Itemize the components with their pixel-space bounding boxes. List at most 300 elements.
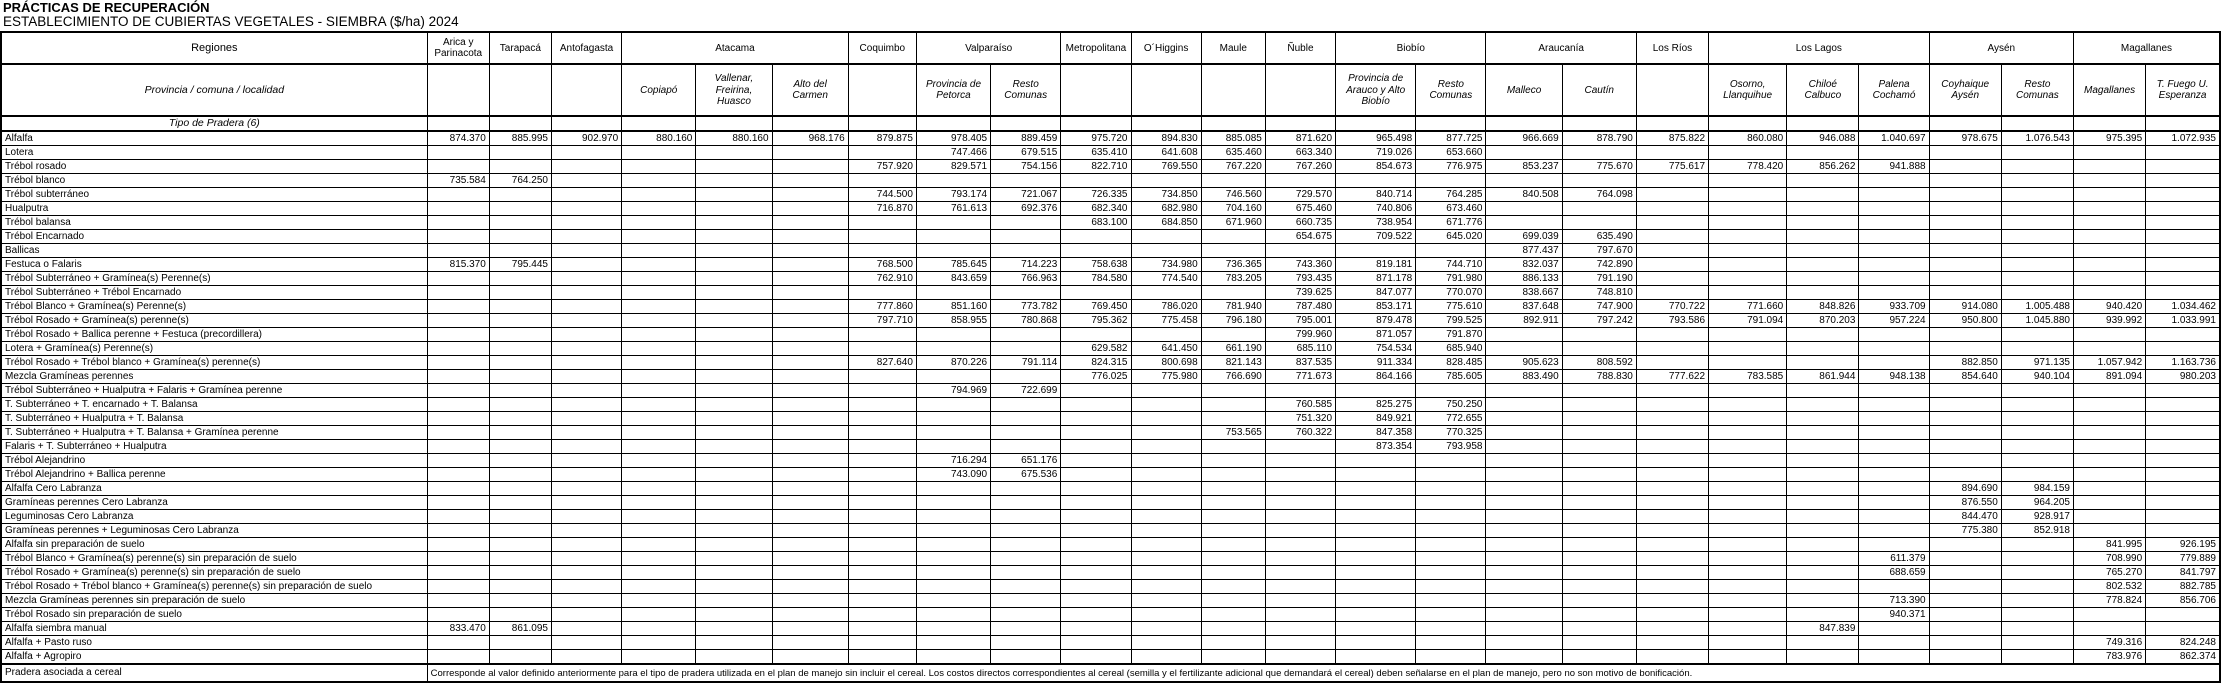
empty-cell [1061, 468, 1131, 482]
subregion-header [1636, 64, 1708, 116]
empty-cell [2001, 230, 2073, 244]
empty-cell [772, 636, 848, 650]
empty-cell [1265, 636, 1335, 650]
empty-cell [991, 216, 1061, 230]
empty-cell [427, 482, 489, 496]
table-row [1, 566, 2220, 580]
empty-cell [1636, 426, 1708, 440]
empty-cell [622, 594, 696, 608]
empty-cell [991, 370, 1061, 384]
empty-cell [1709, 426, 1787, 440]
table-row [1, 314, 2220, 328]
empty-cell [2001, 440, 2073, 454]
empty-cell [1787, 538, 1859, 552]
empty-cell [1787, 202, 1859, 216]
empty-cell [2146, 510, 2220, 524]
empty-cell [1131, 538, 1201, 552]
empty-cell [1061, 454, 1131, 468]
empty-cell [489, 566, 551, 580]
table-row [1, 426, 2220, 440]
empty-cell [1929, 454, 2001, 468]
empty-cell [1416, 566, 1486, 580]
empty-cell [1416, 608, 1486, 622]
empty-cell [2073, 412, 2145, 426]
subregion-header [489, 64, 551, 116]
value-cell: 788.830 [1562, 370, 1636, 384]
empty-cell [1201, 594, 1265, 608]
empty-cell [1131, 468, 1201, 482]
empty-cell [1201, 116, 1265, 131]
value-cell: 747.900 [1562, 300, 1636, 314]
empty-cell [1787, 636, 1859, 650]
empty-cell [622, 524, 696, 538]
empty-cell [916, 608, 990, 622]
title-block [0, 0, 2221, 30]
table-row [1, 188, 2220, 202]
empty-cell [427, 608, 489, 622]
empty-cell [991, 412, 1061, 426]
value-cell: 684.850 [1131, 216, 1201, 230]
value-cell: 980.203 [2146, 370, 2220, 384]
empty-cell [1416, 552, 1486, 566]
value-cell: 753.565 [1201, 426, 1265, 440]
empty-cell [916, 482, 990, 496]
value-cell: 768.500 [848, 258, 916, 272]
empty-cell [1636, 258, 1708, 272]
empty-cell [1562, 510, 1636, 524]
empty-cell [1636, 622, 1708, 636]
empty-cell [848, 398, 916, 412]
empty-cell [551, 496, 621, 510]
row-label: Trébol Rosado sin preparación de suelo [1, 608, 427, 622]
empty-cell [2001, 650, 2073, 665]
empty-cell [622, 454, 696, 468]
value-cell: 965.498 [1336, 131, 1416, 146]
empty-cell [551, 622, 621, 636]
empty-cell [1929, 468, 2001, 482]
row-label: Trébol Rosado + Gramínea(s) perenne(s) sin preparación de suelo [1, 566, 427, 580]
value-cell: 797.670 [1562, 244, 1636, 258]
empty-cell [622, 440, 696, 454]
empty-cell [848, 328, 916, 342]
empty-cell [1486, 202, 1562, 216]
empty-cell [551, 440, 621, 454]
empty-cell [772, 244, 848, 258]
empty-cell [622, 202, 696, 216]
empty-cell [551, 146, 621, 160]
value-cell: 713.390 [1859, 594, 1929, 608]
value-cell: 856.706 [2146, 594, 2220, 608]
empty-cell [1061, 566, 1131, 580]
empty-cell [1709, 510, 1787, 524]
value-cell: 928.917 [2001, 510, 2073, 524]
empty-cell [2146, 202, 2220, 216]
empty-cell [1416, 454, 1486, 468]
value-cell: 870.226 [916, 356, 990, 370]
empty-cell [848, 440, 916, 454]
empty-cell [1787, 286, 1859, 300]
empty-cell [2073, 244, 2145, 258]
empty-cell [1709, 384, 1787, 398]
empty-cell [1562, 440, 1636, 454]
empty-cell [1859, 202, 1929, 216]
empty-cell [1201, 398, 1265, 412]
row-label: Alfalfa + Agropiro [1, 650, 427, 665]
empty-cell [1131, 412, 1201, 426]
empty-cell [696, 384, 772, 398]
value-cell: 791.114 [991, 356, 1061, 370]
empty-cell [489, 440, 551, 454]
empty-cell [696, 650, 772, 665]
empty-cell [1562, 146, 1636, 160]
empty-cell [991, 426, 1061, 440]
empty-cell [1859, 482, 1929, 496]
empty-cell [622, 384, 696, 398]
empty-cell [848, 216, 916, 230]
empty-cell [1201, 230, 1265, 244]
empty-cell [489, 412, 551, 426]
value-cell: 894.830 [1131, 131, 1201, 146]
empty-cell [1562, 594, 1636, 608]
empty-cell [1416, 468, 1486, 482]
empty-cell [551, 300, 621, 314]
region-header: Metropolitana [1061, 32, 1131, 64]
value-cell: 853.237 [1486, 160, 1562, 174]
empty-cell [2001, 538, 2073, 552]
empty-cell [622, 496, 696, 510]
empty-cell [1636, 496, 1708, 510]
empty-cell [1486, 454, 1562, 468]
empty-cell [772, 230, 848, 244]
empty-cell [1486, 412, 1562, 426]
value-cell: 785.645 [916, 258, 990, 272]
empty-cell [696, 608, 772, 622]
empty-cell [489, 608, 551, 622]
empty-cell [1636, 146, 1708, 160]
empty-cell [1416, 510, 1486, 524]
empty-cell [551, 552, 621, 566]
value-cell: 747.466 [916, 146, 990, 160]
empty-cell [1709, 552, 1787, 566]
value-cell: 968.176 [772, 131, 848, 146]
empty-cell [1061, 230, 1131, 244]
value-cell: 758.638 [1061, 258, 1131, 272]
empty-cell [1636, 272, 1708, 286]
value-cell: 808.592 [1562, 356, 1636, 370]
empty-cell [2073, 188, 2145, 202]
empty-cell [1709, 524, 1787, 538]
empty-cell [489, 580, 551, 594]
empty-cell [1201, 636, 1265, 650]
empty-cell [1859, 244, 1929, 258]
empty-cell [427, 538, 489, 552]
value-cell: 840.714 [1336, 188, 1416, 202]
empty-cell [1709, 328, 1787, 342]
value-cell: 966.669 [1486, 131, 1562, 146]
empty-cell [1061, 116, 1131, 131]
empty-cell [622, 412, 696, 426]
empty-cell [427, 524, 489, 538]
value-cell: 791.980 [1416, 272, 1486, 286]
empty-cell [1787, 146, 1859, 160]
table-row [1, 650, 2220, 665]
subregion-header: Resto Comunas [2001, 64, 2073, 116]
empty-cell [2073, 454, 2145, 468]
subregion-header [1201, 64, 1265, 116]
empty-cell [622, 342, 696, 356]
empty-cell [551, 116, 621, 131]
empty-cell [1201, 454, 1265, 468]
value-cell: 766.690 [1201, 370, 1265, 384]
empty-cell [489, 398, 551, 412]
empty-cell [2146, 468, 2220, 482]
empty-cell [551, 636, 621, 650]
empty-cell [1201, 286, 1265, 300]
subregion-header: Resto Comunas [1416, 64, 1486, 116]
empty-cell [1336, 116, 1416, 131]
value-cell: 911.334 [1336, 356, 1416, 370]
empty-cell [772, 468, 848, 482]
empty-cell [1709, 230, 1787, 244]
empty-cell [1709, 496, 1787, 510]
empty-cell [772, 566, 848, 580]
empty-cell [551, 216, 621, 230]
empty-cell [1131, 426, 1201, 440]
empty-cell [1336, 454, 1416, 468]
value-cell: 800.698 [1131, 356, 1201, 370]
empty-cell [1131, 440, 1201, 454]
empty-cell [696, 300, 772, 314]
empty-cell [1131, 454, 1201, 468]
empty-cell [2001, 202, 2073, 216]
empty-cell [1061, 440, 1131, 454]
empty-cell [916, 244, 990, 258]
table-row [1, 454, 2220, 468]
empty-cell [1636, 510, 1708, 524]
value-cell: 877.437 [1486, 244, 1562, 258]
empty-cell [427, 384, 489, 398]
value-cell: 635.410 [1061, 146, 1131, 160]
row-label: Festuca o Falaris [1, 258, 427, 272]
empty-cell [2146, 146, 2220, 160]
value-cell: 743.360 [1265, 258, 1335, 272]
empty-cell [2073, 116, 2145, 131]
empty-cell [1787, 272, 1859, 286]
empty-cell [696, 496, 772, 510]
empty-cell [696, 622, 772, 636]
value-cell: 797.242 [1562, 314, 1636, 328]
empty-cell [1562, 342, 1636, 356]
row-label: Falaris + T. Subterráneo + Hualputra [1, 440, 427, 454]
value-cell: 780.868 [991, 314, 1061, 328]
footer-row [1, 664, 2220, 682]
empty-cell [2073, 468, 2145, 482]
empty-cell [916, 412, 990, 426]
row-label: T. Subterráneo + T. encarnado + T. Balansa [1, 398, 427, 412]
empty-cell [1929, 384, 2001, 398]
row-label: Trébol Subterráneo + Trébol Encarnado [1, 286, 427, 300]
empty-cell [1265, 510, 1335, 524]
empty-cell [1486, 342, 1562, 356]
empty-cell [1787, 356, 1859, 370]
region-header: Aysén [1929, 32, 2073, 64]
empty-cell [489, 538, 551, 552]
empty-cell [427, 272, 489, 286]
empty-cell [551, 580, 621, 594]
empty-cell [2001, 116, 2073, 131]
empty-cell [1131, 580, 1201, 594]
empty-cell [1709, 202, 1787, 216]
value-cell: 729.570 [1265, 188, 1335, 202]
value-cell: 735.584 [427, 174, 489, 188]
value-cell: 767.220 [1201, 160, 1265, 174]
row-label: Alfalfa sin preparación de suelo [1, 538, 427, 552]
empty-cell [696, 524, 772, 538]
empty-cell [696, 636, 772, 650]
row-label: Leguminosas Cero Labranza [1, 510, 427, 524]
empty-cell [1859, 384, 1929, 398]
value-cell: 783.976 [2073, 650, 2145, 665]
empty-cell [2146, 328, 2220, 342]
empty-cell [916, 286, 990, 300]
empty-cell [1709, 412, 1787, 426]
row-label: Trébol Subterráneo + Hualputra + Falaris + Gramínea perenne [1, 384, 427, 398]
empty-cell [1636, 454, 1708, 468]
empty-cell [2073, 496, 2145, 510]
value-cell: 1.005.488 [2001, 300, 2073, 314]
empty-cell [991, 496, 1061, 510]
row-label: Ballicas [1, 244, 427, 258]
empty-cell [1859, 496, 1929, 510]
empty-cell [772, 412, 848, 426]
empty-cell [1416, 636, 1486, 650]
empty-cell [551, 328, 621, 342]
empty-cell [1486, 650, 1562, 665]
table-row [1, 272, 2220, 286]
empty-cell [991, 510, 1061, 524]
value-cell: 822.710 [1061, 160, 1131, 174]
empty-cell [1131, 566, 1201, 580]
empty-cell [772, 580, 848, 594]
empty-cell [848, 286, 916, 300]
empty-cell [2146, 160, 2220, 174]
empty-cell [1929, 272, 2001, 286]
empty-cell [1061, 384, 1131, 398]
empty-cell [2146, 216, 2220, 230]
value-cell: 699.039 [1486, 230, 1562, 244]
empty-cell [1929, 636, 2001, 650]
empty-cell [1859, 510, 1929, 524]
value-cell: 905.623 [1486, 356, 1562, 370]
empty-cell [991, 580, 1061, 594]
row-label: Trébol Blanco + Gramínea(s) Perenne(s) [1, 300, 427, 314]
empty-cell [772, 174, 848, 188]
empty-cell [622, 160, 696, 174]
subregion-header: Vallenar, Freirina, Huasco [696, 64, 772, 116]
value-cell: 1.040.697 [1859, 131, 1929, 146]
value-cell: 787.480 [1265, 300, 1335, 314]
empty-cell [1636, 384, 1708, 398]
empty-cell [489, 370, 551, 384]
value-cell: 764.285 [1416, 188, 1486, 202]
value-cell: 688.659 [1859, 566, 1929, 580]
empty-cell [2001, 622, 2073, 636]
value-cell: 957.224 [1859, 314, 1929, 328]
value-cell: 946.088 [1787, 131, 1859, 146]
empty-cell [772, 594, 848, 608]
empty-cell [1265, 622, 1335, 636]
empty-cell [1562, 636, 1636, 650]
value-cell: 847.077 [1336, 286, 1416, 300]
footer-note: Corresponde al valor definido anteriormente para el tipo de pradera utilizada en el plan de manejo sin incluir el cereal. Los costos directos correspondientes al cereal (semilla y el fertilizante adicional que demandará el cereal) deben señalarse en el plan de manejo, pero no son motivo de bonificación. [427, 664, 2220, 682]
empty-cell [1201, 552, 1265, 566]
empty-cell [1061, 286, 1131, 300]
value-cell: 791.190 [1562, 272, 1636, 286]
empty-cell [1131, 510, 1201, 524]
empty-cell [2073, 328, 2145, 342]
empty-cell [772, 384, 848, 398]
empty-cell [1201, 538, 1265, 552]
region-header: Valparaíso [916, 32, 1060, 64]
empty-cell [2073, 258, 2145, 272]
empty-cell [1131, 608, 1201, 622]
table-row [1, 230, 2220, 244]
value-cell: 771.673 [1265, 370, 1335, 384]
value-cell: 871.057 [1336, 328, 1416, 342]
table-row [1, 160, 2220, 174]
empty-cell [1131, 650, 1201, 665]
value-cell: 784.580 [1061, 272, 1131, 286]
empty-cell [772, 286, 848, 300]
empty-cell [1201, 566, 1265, 580]
empty-cell [1486, 538, 1562, 552]
empty-cell [696, 202, 772, 216]
value-cell: 765.270 [2073, 566, 2145, 580]
empty-cell [1336, 384, 1416, 398]
empty-cell [2073, 146, 2145, 160]
value-cell: 902.970 [551, 131, 621, 146]
empty-cell [489, 300, 551, 314]
empty-cell [2001, 454, 2073, 468]
value-cell: 940.104 [2001, 370, 2073, 384]
empty-cell [1929, 622, 2001, 636]
empty-cell [1486, 622, 1562, 636]
empty-cell [1929, 552, 2001, 566]
empty-cell [1486, 594, 1562, 608]
empty-cell [622, 580, 696, 594]
empty-cell [1709, 286, 1787, 300]
table-header [1, 32, 2220, 116]
empty-cell [1859, 650, 1929, 665]
empty-cell [848, 566, 916, 580]
value-cell: 779.889 [2146, 552, 2220, 566]
empty-cell [489, 286, 551, 300]
value-cell: 847.839 [1787, 622, 1859, 636]
value-cell: 738.954 [1336, 216, 1416, 230]
empty-cell [622, 314, 696, 328]
value-cell: 882.850 [1929, 356, 2001, 370]
empty-cell [1131, 524, 1201, 538]
empty-cell [1709, 174, 1787, 188]
empty-cell [2073, 608, 2145, 622]
empty-cell [1486, 146, 1562, 160]
empty-cell [1787, 496, 1859, 510]
empty-cell [848, 580, 916, 594]
row-label: Trébol balansa [1, 216, 427, 230]
empty-cell [2001, 580, 2073, 594]
empty-cell [2073, 622, 2145, 636]
empty-cell [1336, 566, 1416, 580]
